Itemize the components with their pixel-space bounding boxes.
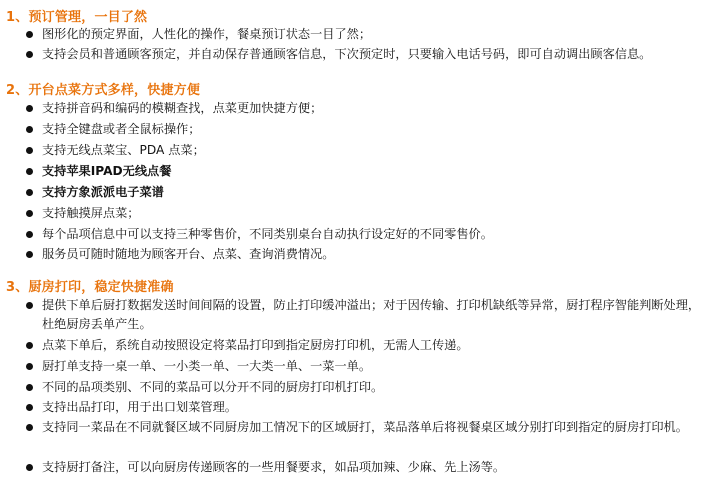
list-item-text: 服务员可随时随地为顾客开台、点菜、查询消费情况。 [42, 247, 335, 261]
bullet-icon [26, 105, 33, 112]
bullet-icon [26, 424, 33, 431]
list-item-text: 支持无线点菜宝、PDA 点菜； [42, 143, 205, 157]
section-heading-2: 2、开台点菜方式多样，快捷方便 [6, 83, 201, 98]
bullet-icon [26, 147, 33, 154]
bullet-icon [26, 231, 33, 238]
list-item-text: 支持全键盘或者全鼠标操作； [42, 122, 201, 136]
list-item [26, 120, 710, 139]
section-heading-1: 1、预订管理，一目了然 [6, 10, 148, 25]
list-item [26, 458, 710, 477]
bullet-icon [26, 31, 33, 38]
list-item-text: 不同的品项类别、不同的菜品可以分开不同的厨房打印机打印。 [42, 380, 384, 394]
list-item-text: 支持触摸屏点菜； [42, 206, 140, 220]
list-item-text: 支持拼音码和编码的模糊查找，点菜更加快捷方便； [42, 101, 323, 115]
list-item [26, 225, 710, 244]
list-item [26, 141, 710, 160]
list-item-text: 支持出品打印，用于出口划菜管理。 [42, 400, 237, 414]
list-item [26, 25, 710, 44]
bullet-icon [26, 302, 33, 309]
bullet-icon [26, 342, 33, 349]
list-item-text: 支持厨打备注，可以向厨房传递顾客的一些用餐要求，如品项加辣、少麻、先上汤等。 [42, 460, 506, 474]
list-item [26, 296, 710, 334]
bullet-icon [26, 210, 33, 217]
bullet-icon [26, 384, 33, 391]
list-item-text: 支持同一菜品在不同就餐区域不同厨房加工情况下的区域厨打，菜品落单后将视餐桌区域分别打印到指定的厨房打印机。 [42, 420, 688, 434]
list-item [26, 204, 710, 223]
list-item-text: 厨打单支持一桌一单、一小类一单、一大类一单、一菜一单。 [42, 359, 372, 373]
list-item [26, 336, 710, 355]
bullet-icon [26, 51, 33, 58]
list-item [26, 418, 710, 437]
list-item-text: 图形化的预定界面，人性化的操作，餐桌预订状态一目了然； [42, 27, 372, 41]
list-item-text: 支持会员和普通顾客预定，并自动保存普通顾客信息，下次预定时，只要输入电话号码，即可自动调出顾客信息。 [42, 47, 652, 61]
list-item [26, 45, 710, 64]
bullet-icon [26, 404, 33, 411]
bullet-icon [26, 363, 33, 370]
bullet-icon [26, 168, 33, 175]
list-item [26, 245, 710, 264]
list-item-text: 支持方象派派电子菜谱 [42, 185, 164, 199]
section-heading-3: 3、厨房打印，稳定快捷准确 [6, 280, 174, 295]
list-item-text: 每个品项信息中可以支持三种零售价，不同类别桌台自动执行设定好的不同零售价。 [42, 227, 493, 241]
list-item [26, 99, 710, 118]
list-item [26, 398, 710, 417]
list-item-text: 支持苹果IPAD无线点餐 [42, 164, 172, 178]
list-item [26, 162, 710, 181]
bullet-icon [26, 251, 33, 258]
bullet-icon [26, 464, 33, 471]
list-item [26, 357, 710, 376]
list-item-text: 提供下单后厨打数据发送时间间隔的设置，防止打印缓冲溢出；对于因传输、打印机缺纸等异常，厨打程序智能判断处理，杜绝厨房丢单产生。 [42, 298, 701, 331]
list-item-text: 点菜下单后，系统自动按照设定将菜品打印到指定厨房打印机，无需人工传递。 [42, 338, 469, 352]
list-item [26, 183, 710, 202]
bullet-icon [26, 189, 33, 196]
bullet-icon [26, 126, 33, 133]
list-item [26, 378, 710, 397]
